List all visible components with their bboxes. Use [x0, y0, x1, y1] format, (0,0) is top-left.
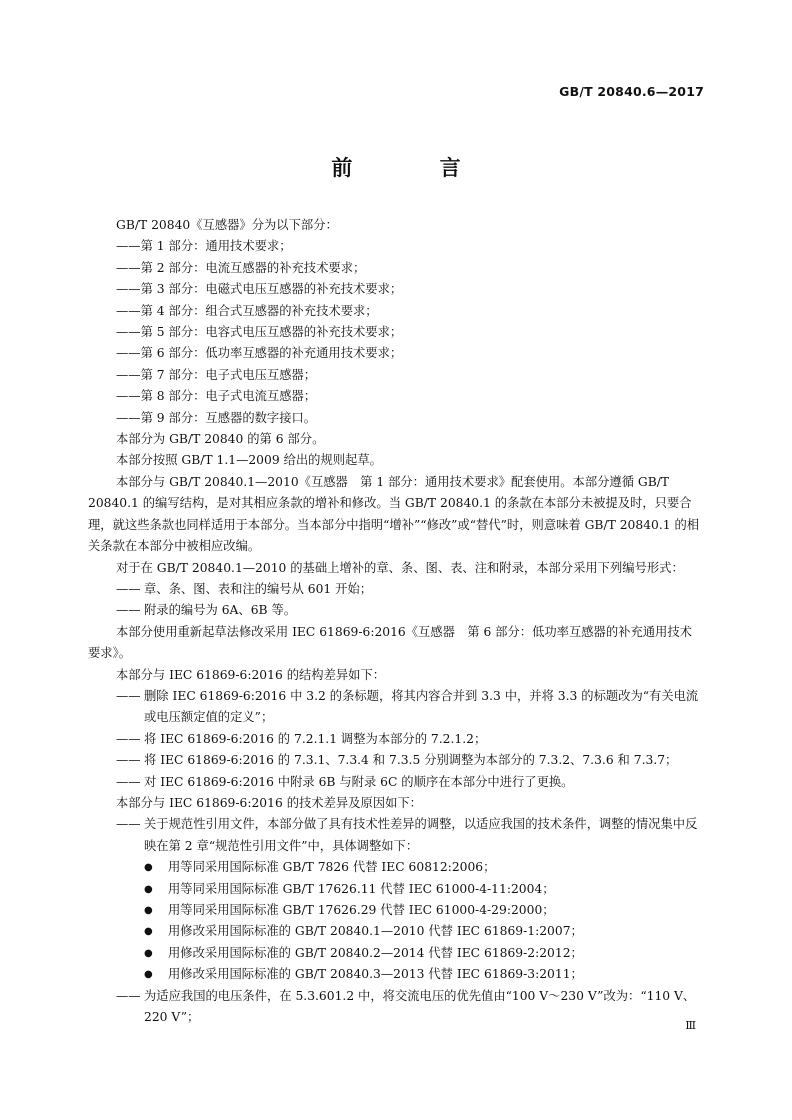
list-item: ——第 4 部分：组合式互感器的补充技术要求； [116, 303, 378, 318]
list-item: ——第 7 部分：电子式电压互感器； [116, 367, 317, 382]
list-item [88, 814, 702, 857]
bullet-icon: ● [144, 883, 153, 895]
standard-code: GB/T 20840.6—2017 [559, 84, 704, 99]
list-item-text: 将 IEC 61869-6:2016 的 7.3.1、7.3.4 和 7.3.5 分别调整为本部分的 7.3.2、7.3.6 和 7.3.7； [144, 753, 678, 768]
list-item [88, 986, 702, 1029]
list-item [88, 600, 702, 621]
list-item-text: 将 IEC 61869-6:2016 的 7.2.1.1 调整为本部分的 7.2.1.2； [144, 731, 487, 746]
bullet-item [88, 964, 702, 985]
bullet-text: 用修改采用国际标准的 GB/T 20840.2—2014 代替 IEC 61869-2:2012； [168, 945, 583, 960]
paragraph: 本部分为 GB/T 20840 的第 6 部分。 [116, 432, 325, 447]
list-item [88, 729, 702, 750]
list-item [88, 750, 702, 771]
list-item-text: 附录的编号为 6A、6B 等。 [144, 603, 297, 618]
list-item: ——第 5 部分：电容式电压互感器的补充技术要求； [116, 325, 403, 340]
page-title: 前 言 [331, 156, 501, 180]
list-item: ——第 8 部分：电子式电流互感器； [116, 389, 317, 404]
list-item-text: 为适应我国的电压条件，在 5.3.601.2 中，将交流电压的优先值由“100 V～230 V”改为：“110 V、220 V”； [144, 988, 696, 1025]
list-item: ——第 2 部分：电流互感器的补充技术要求； [116, 260, 366, 275]
dash-marker: —— [116, 603, 141, 618]
bullet-text: 用修改采用国际标准的 GB/T 20840.1—2010 代替 IEC 61869-1:2007； [168, 924, 583, 939]
paragraph: 对于在 GB/T 20840.1—2010 的基础上增补的章、条、图、表、注和附录，本部分采用下列编号形式： [116, 560, 684, 575]
dash-marker: —— [116, 753, 141, 768]
bullet-text: 用等同采用国际标准 GB/T 7826 代替 IEC 60812:2006； [168, 860, 496, 875]
bullet-item [88, 857, 702, 878]
list-item [88, 686, 702, 729]
bullet-item [88, 921, 702, 942]
paragraph: 本部分使用重新起草法修改采用 IEC 61869-6:2016《互感器 第 6 部分：低功率互感器的补充通用技术要求》。 [88, 624, 692, 661]
paragraph: 本部分与 GB/T 20840.1—2010《互感器 第 1 部分：通用技术要求》配套使用。本部分遵循 GB/T 20840.1 的编写结构，是对其相应条款的增补和修改。当 GB/T 20840.1 的条款在本部分未被提及时，只要合理，就这些条款也同样适用于本部分。当本部分中指明“增补”“修改”或“替代”时，则意味着 GB/T 20840.1 的相关条款在本部分中被相应改编。 [88, 474, 700, 554]
bullet-icon: ● [144, 969, 153, 981]
dash-marker: —— [116, 731, 141, 746]
list-item: ——第 9 部分：互感器的数字接口。 [116, 410, 317, 425]
bullet-item [88, 943, 702, 964]
bullet-icon: ● [144, 947, 153, 959]
list-item [88, 772, 702, 793]
list-item [88, 579, 702, 600]
bullet-icon: ● [144, 905, 153, 916]
list-item-text: 对 IEC 61869-6:2016 中附录 6B 与附录 6C 的顺序在本部分中进行了更换。 [144, 774, 574, 789]
list-item: ——第 6 部分：低功率互感器的补充通用技术要求； [116, 346, 403, 361]
paragraph: 本部分与 IEC 61869-6:2016 的技术差异及原因如下： [116, 795, 422, 810]
dash-marker: —— [116, 774, 141, 789]
document-body [88, 215, 702, 1028]
list-item: ——第 1 部分：通用技术要求； [116, 239, 292, 254]
bullet-icon: ● [144, 926, 153, 938]
bullet-item [88, 879, 702, 900]
list-item: ——第 3 部分：电磁式电压互感器的补充技术要求； [116, 282, 403, 297]
dash-marker: —— [116, 988, 141, 1003]
paragraph: 本部分与 IEC 61869-6:2016 的结构差异如下： [116, 667, 386, 682]
list-item-text: 章、条、图、表和注的编号从 601 开始； [144, 581, 373, 596]
bullet-text: 用修改采用国际标准的 GB/T 20840.3—2013 代替 IEC 61869-3:2011； [168, 967, 583, 982]
paragraph: 本部分按照 GB/T 1.1—2009 给出的规则起草。 [116, 453, 382, 468]
bullet-text: 用等同采用国际标准 GB/T 17626.29 代替 IEC 61000-4-29:2000； [168, 903, 555, 917]
page-number: Ⅲ [685, 1019, 696, 1032]
dash-marker: —— [116, 817, 141, 832]
bullet-item [88, 900, 702, 921]
bullet-icon: ● [144, 862, 153, 874]
bullet-text: 用等同采用国际标准 GB/T 17626.11 代替 IEC 61000-4-11:2004； [168, 881, 555, 896]
list-item-text: 删除 IEC 61869-6:2016 中 3.2 的条标题，将其内容合并到 3.3 中，并将 3.3 的标题改为“有关电流或电压额定值的定义”； [144, 688, 699, 725]
dash-marker: —— [116, 688, 141, 703]
intro-paragraph: GB/T 20840《互感器》分为以下部分： [116, 218, 338, 232]
list-item-text: 关于规范性引用文件，本部分做了具有技术性差异的调整，以适应我国的技术条件，调整的情况集中反映在第 2 章“规范性引用文件”中，具体调整如下： [144, 817, 698, 853]
dash-marker: —— [116, 581, 141, 596]
